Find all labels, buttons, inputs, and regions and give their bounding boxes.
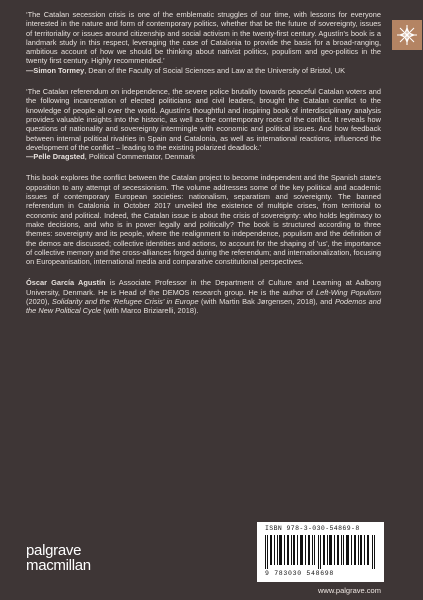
- quote-author: —Pelle Dragsted: [26, 152, 85, 162]
- quote-attribution: [26, 66, 381, 75]
- quote-text: ‘The Catalan secession crisis is one of the emblematic struggles of our time, with lessons for everyone interested in the nature and form of contemporary politics, whether that be the future of sovereignty, issues of territoriality or issues around citizenship and social activism in the twenty-first century. Agustín's book is a landmark study in this respect, leveraging the case of Catalonia to provide the basis for a broad-ranging, ambitious account of how we should be thinking about nativist politics, populism and geo-politics in the twenty first century. Highly recommended.’: [26, 10, 381, 66]
- endorsement-quote-1: [26, 10, 381, 75]
- isbn-barcode: [257, 522, 384, 582]
- quote-text: ‘The Catalan referendum on independence, the severe police brutality towards peaceful Catalan voters and the following incarceration of elected politicians and civil leaders, brought the Catalan conflict to the knowledge of people all over the world. Agustín's thoughtful and inspiring book of interdisciplinary analysis provides valuable insights into the historic, as well as the contemporary roots of the conflict. It reveals how questions of nationality and sovereignty intermingle with economic and political issues. And how feedback between internal political rivalries in Spain and Catalonia, as well as international reactions, influenced the development of the conflict – leading to the existing polarized deadlock.’: [26, 87, 381, 152]
- quote-author: —Simon Tormey: [26, 65, 85, 75]
- bio-text: (2020),: [26, 297, 52, 307]
- quote-affiliation: , Dean of the Faculty of Social Sciences and Law at the University of Bristol, UK: [84, 65, 346, 75]
- bio-text: (with Martin Bak Jørgensen, 2018), and: [198, 297, 335, 307]
- publisher-name-line2: macmillan: [26, 557, 91, 574]
- palgrave-logo-badge: [392, 20, 422, 50]
- back-cover-text: [26, 10, 381, 316]
- publisher-logo: [26, 543, 91, 573]
- book-title: Podemos and the New Political Cycle: [26, 297, 381, 316]
- quote-affiliation: , Political Commentator, Denmark: [84, 152, 195, 162]
- book-title: Solidarity and the ‘Refugee Crisis’ in Europe: [51, 297, 199, 307]
- endorsement-quote-2: [26, 87, 381, 161]
- book-description: This book explores the conflict between the Catalan project to become independent and the Spanish state's opposition to any attempt of secessionism. The volume addresses some of the key political and academic issues of contemporary European societies: nationalism, separatism and sovereignty. The banned referendum in Catalonia in October 2017 unveiled the existence of multiple crises, from territorial to economic and political. Indeed, the Catalan issue is about the crisis of sovereignty: who holds legitimacy to make decisions, and who is in power legally and politically? The book is structured according to three themes: sovereignty and its people, where the realignment to independence, populism and the definition of the demos are discussed; collective identities and actions, to account for the shaping of 'us', the importance of collective memory and the cross-alliances forged during the referendum; and internationalization, focusing on Europeanisation, international media and comparative constitutional perspectives.: [26, 173, 381, 267]
- bio-text: (with Marco Briziarelli, 2018).: [101, 306, 199, 316]
- publisher-website: www.palgrave.com: [318, 586, 381, 595]
- bio-text: is Associate Professor in the Department of Culture and Learning at Aalborg University, Denmark. He is Head of the DEMOS research group. He is the author of: [26, 278, 381, 297]
- palgrave-star-icon: [396, 24, 418, 46]
- barcode-bars: [265, 535, 377, 569]
- isbn-number: ISBN 978-3-030-54869-8: [265, 525, 360, 532]
- barcode-digits: 9 783030 548698: [265, 570, 335, 577]
- author-name: Óscar García Agustín: [26, 278, 106, 288]
- publisher-name-line1: palgrave: [26, 542, 82, 559]
- author-bio: [26, 278, 381, 315]
- book-title: Left-Wing Populism: [315, 287, 381, 297]
- quote-attribution: [26, 152, 381, 161]
